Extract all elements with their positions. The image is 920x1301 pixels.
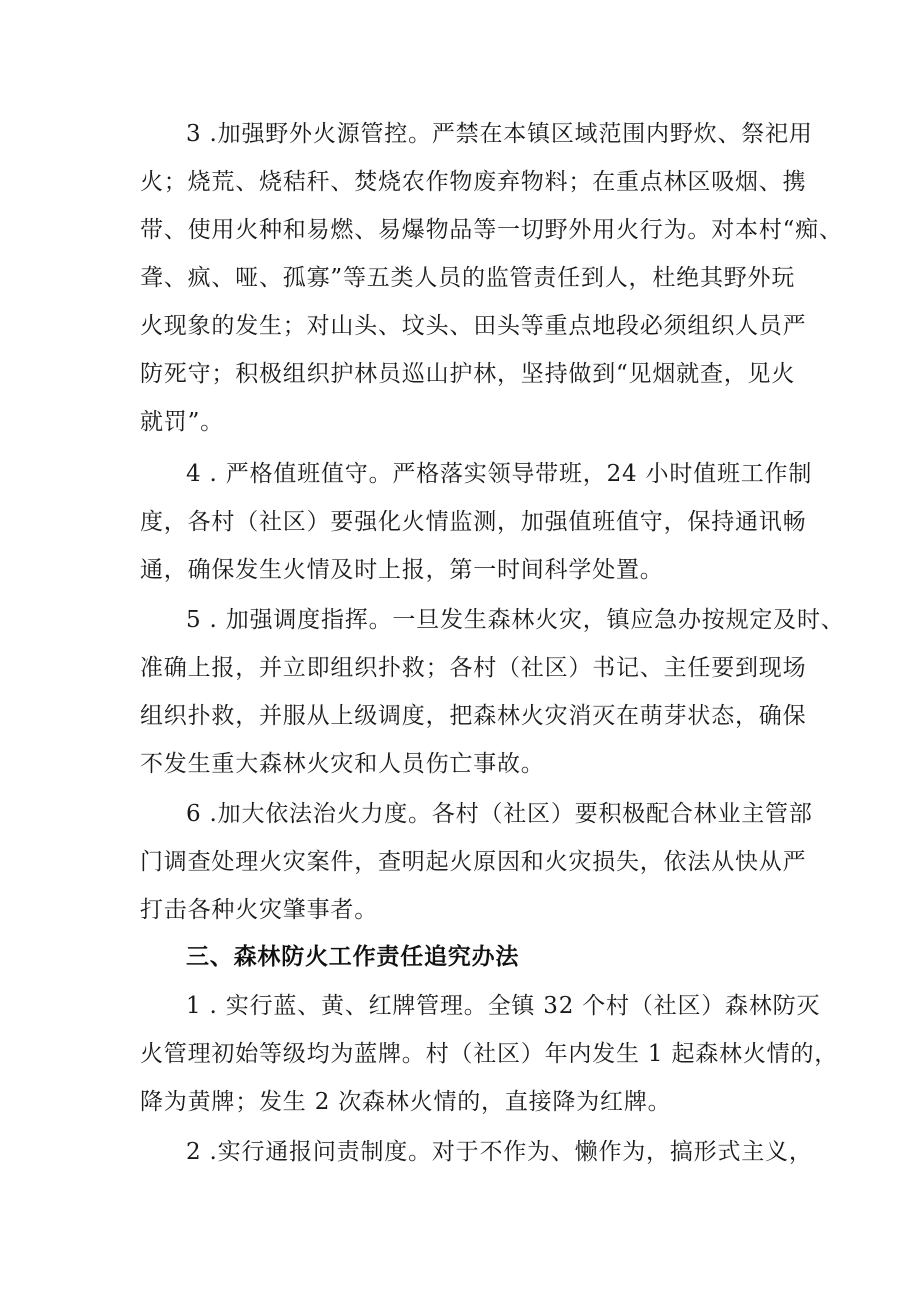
paragraph-6-line-2: 门调查处理火灾案件，查明起火原因和火灾损失，依法从快从严 — [140, 849, 807, 875]
paragraph-5-line-4: 不发生重大森林火灾和人员伤亡事故。 — [140, 751, 545, 777]
paragraph-5-line-1: 5 . 加强调度指挥。一旦发生森林火灾，镇应急办按规定及时、 — [186, 607, 845, 633]
paragraph-3-line-7: 就罚”。 — [140, 409, 224, 435]
paragraph-6-line-1: 6 .加大依法治火力度。各村（社区）要积极配合林业主管部 — [186, 801, 813, 827]
paragraph-4-line-2: 度，各村（社区）要强化火情监测，加强值班值守，保持通讯畅 — [140, 509, 807, 535]
section-paragraph-1-line-2: 火管理初始等级均为蓝牌。村（社区）年内发生 1 起森林火情的， — [140, 1041, 839, 1067]
paragraph-6-line-3: 打击各种火灾肇事者。 — [140, 897, 378, 923]
paragraph-3-line-1: 3 .加强野外火源管控。严禁在本镇区域范围内野炊、祭祀用 — [186, 121, 813, 147]
section-paragraph-2-line-1: 2 .实行通报问责制度。对于不作为、懒作为，搞形式主义， — [186, 1139, 813, 1165]
paragraph-5-line-3: 组织扑救，并服从上级调度，把森林火灾消灭在萌芽状态，确保 — [140, 703, 807, 729]
paragraph-5-line-2: 准确上报，并立即组织扑救；各村（社区）书记、主任要到现场 — [140, 655, 807, 681]
paragraph-3-line-5: 火现象的发生；对山头、坟头、田头等重点地段必须组织人员严 — [140, 313, 807, 339]
section-paragraph-1-line-1: 1 . 实行蓝、黄、红牌管理。全镇 32 个村（社区）森林防灭 — [186, 993, 821, 1019]
section-paragraph-1-line-3: 降为黄牌；发生 2 次森林火情的，直接降为红牌。 — [140, 1089, 672, 1115]
paragraph-4-line-3: 通，确保发生火情及时上报，第一时间科学处置。 — [140, 557, 664, 583]
paragraph-4-line-1: 4 . 严格值班值守。严格落实领导带班，24 小时值班工作制 — [186, 461, 813, 487]
paragraph-3-line-4: 聋、疯、哑、孤寡”等五类人员的监管责任到人，杜绝其野外玩 — [140, 265, 796, 291]
paragraph-3-line-2: 火；烧荒、烧秸秆、焚烧农作物废弃物料；在重点林区吸烟、携 — [140, 169, 807, 195]
paragraph-3-line-6: 防死守；积极组织护林员巡山护林，坚持做到“见烟就查，见火 — [140, 361, 796, 387]
paragraph-3-line-3: 带、使用火种和易燃、易爆物品等一切野外用火行为。对本村“痴、 — [140, 217, 843, 243]
section-heading: 三、森林防火工作责任追究办法 — [186, 944, 520, 970]
